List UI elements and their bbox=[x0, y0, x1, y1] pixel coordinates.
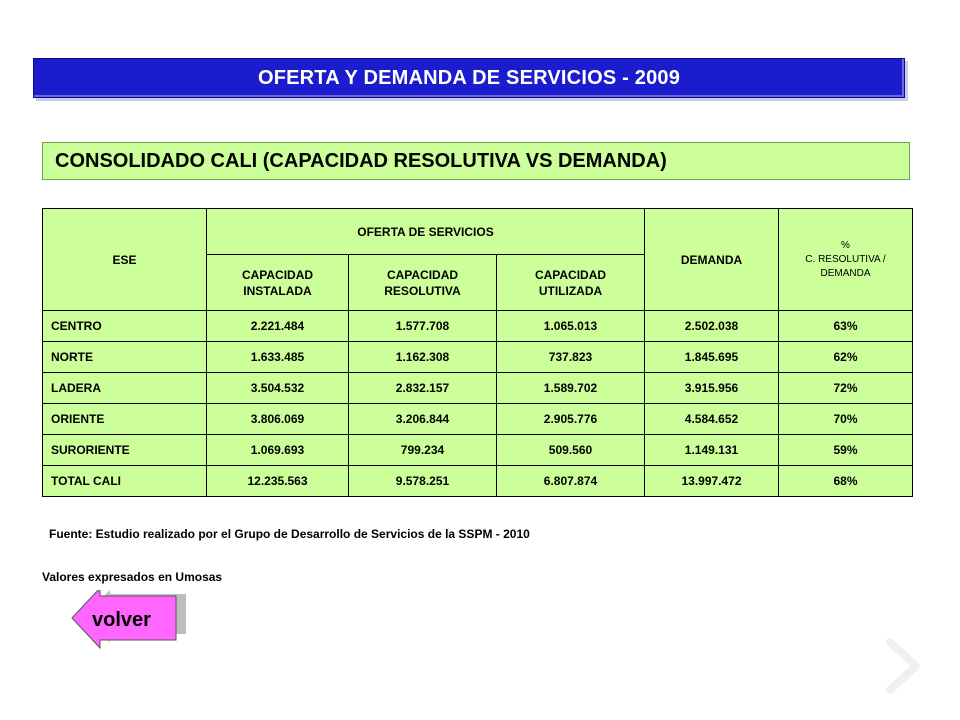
back-button-label: volver bbox=[92, 609, 151, 631]
header-cap-utilizada-line1: CAPACIDAD bbox=[534, 267, 607, 282]
cell-pct: 68% bbox=[779, 466, 913, 497]
cell-instalada: 1.069.693 bbox=[207, 435, 349, 466]
header-cap-instalada bbox=[207, 255, 349, 311]
table-row bbox=[43, 373, 913, 404]
cell-ese: CENTRO bbox=[43, 311, 207, 342]
cell-instalada: 12.235.563 bbox=[207, 466, 349, 497]
page-subtitle: CONSOLIDADO CALI (CAPACIDAD RESOLUTIVA VS DEMANDA) bbox=[55, 149, 667, 172]
cell-pct: 62% bbox=[779, 342, 913, 373]
cell-ese: SURORIENTE bbox=[43, 435, 207, 466]
cell-utilizada: 6.807.874 bbox=[497, 466, 645, 497]
header-ese: ESE bbox=[43, 209, 207, 311]
cell-resolutiva: 3.206.844 bbox=[349, 404, 497, 435]
cell-utilizada: 2.905.776 bbox=[497, 404, 645, 435]
cell-ese: LADERA bbox=[43, 373, 207, 404]
cell-pct: 63% bbox=[779, 311, 913, 342]
cell-resolutiva: 1.577.708 bbox=[349, 311, 497, 342]
cell-ese: NORTE bbox=[43, 342, 207, 373]
cell-demanda: 4.584.652 bbox=[645, 404, 779, 435]
cell-demanda: 3.915.956 bbox=[645, 373, 779, 404]
table-row bbox=[43, 404, 913, 435]
header-ratio-line2: C. RESOLUTIVA / bbox=[805, 253, 886, 265]
cell-utilizada: 509.560 bbox=[497, 435, 645, 466]
header-ratio-line3: DEMANDA bbox=[820, 267, 871, 279]
cell-utilizada: 737.823 bbox=[497, 342, 645, 373]
cell-resolutiva: 9.578.251 bbox=[349, 466, 497, 497]
table-row-total bbox=[43, 466, 913, 497]
cell-pct: 59% bbox=[779, 435, 913, 466]
cell-utilizada: 1.065.013 bbox=[497, 311, 645, 342]
cell-ese: TOTAL CALI bbox=[43, 466, 207, 497]
cell-resolutiva: 799.234 bbox=[349, 435, 497, 466]
cell-demanda: 13.997.472 bbox=[645, 466, 779, 497]
header-cap-utilizada bbox=[497, 255, 645, 311]
header-ratio bbox=[779, 209, 913, 311]
cell-pct: 70% bbox=[779, 404, 913, 435]
cell-demanda: 2.502.038 bbox=[645, 311, 779, 342]
cell-ese: ORIENTE bbox=[43, 404, 207, 435]
header-cap-resolutiva bbox=[349, 255, 497, 311]
cell-resolutiva: 1.162.308 bbox=[349, 342, 497, 373]
cell-resolutiva: 2.832.157 bbox=[349, 373, 497, 404]
chevron-right-icon[interactable] bbox=[882, 638, 922, 694]
header-cap-utilizada-line2: UTILIZADA bbox=[538, 283, 603, 298]
cell-instalada: 3.504.532 bbox=[207, 373, 349, 404]
header-oferta: OFERTA DE SERVICIOS bbox=[207, 209, 645, 255]
table-row bbox=[43, 435, 913, 466]
cell-utilizada: 1.589.702 bbox=[497, 373, 645, 404]
cell-instalada: 3.806.069 bbox=[207, 404, 349, 435]
back-button[interactable] bbox=[70, 590, 186, 650]
header-demanda: DEMANDA bbox=[645, 209, 779, 311]
cell-instalada: 2.221.484 bbox=[207, 311, 349, 342]
cell-demanda: 1.845.695 bbox=[645, 342, 779, 373]
header-cap-instalada-line1: CAPACIDAD bbox=[241, 267, 314, 282]
page-title: OFERTA Y DEMANDA DE SERVICIOS - 2009 bbox=[257, 66, 681, 89]
header-ratio-line1: % bbox=[841, 239, 850, 251]
data-table bbox=[42, 208, 913, 497]
cell-instalada: 1.633.485 bbox=[207, 342, 349, 373]
title-banner bbox=[33, 58, 905, 98]
header-cap-resolutiva-line2: RESOLUTIVA bbox=[384, 283, 461, 298]
subtitle-box bbox=[42, 142, 910, 180]
cell-pct: 72% bbox=[779, 373, 913, 404]
source-note: Fuente: Estudio realizado por el Grupo de Desarrollo de Servicios de la SSPM - 2010 bbox=[49, 527, 530, 541]
table-row bbox=[43, 342, 913, 373]
header-cap-resolutiva-line1: CAPACIDAD bbox=[386, 267, 459, 282]
units-note: Valores expresados en Umosas bbox=[42, 570, 223, 584]
table-row bbox=[43, 311, 913, 342]
header-cap-instalada-line2: INSTALADA bbox=[243, 283, 312, 298]
cell-demanda: 1.149.131 bbox=[645, 435, 779, 466]
